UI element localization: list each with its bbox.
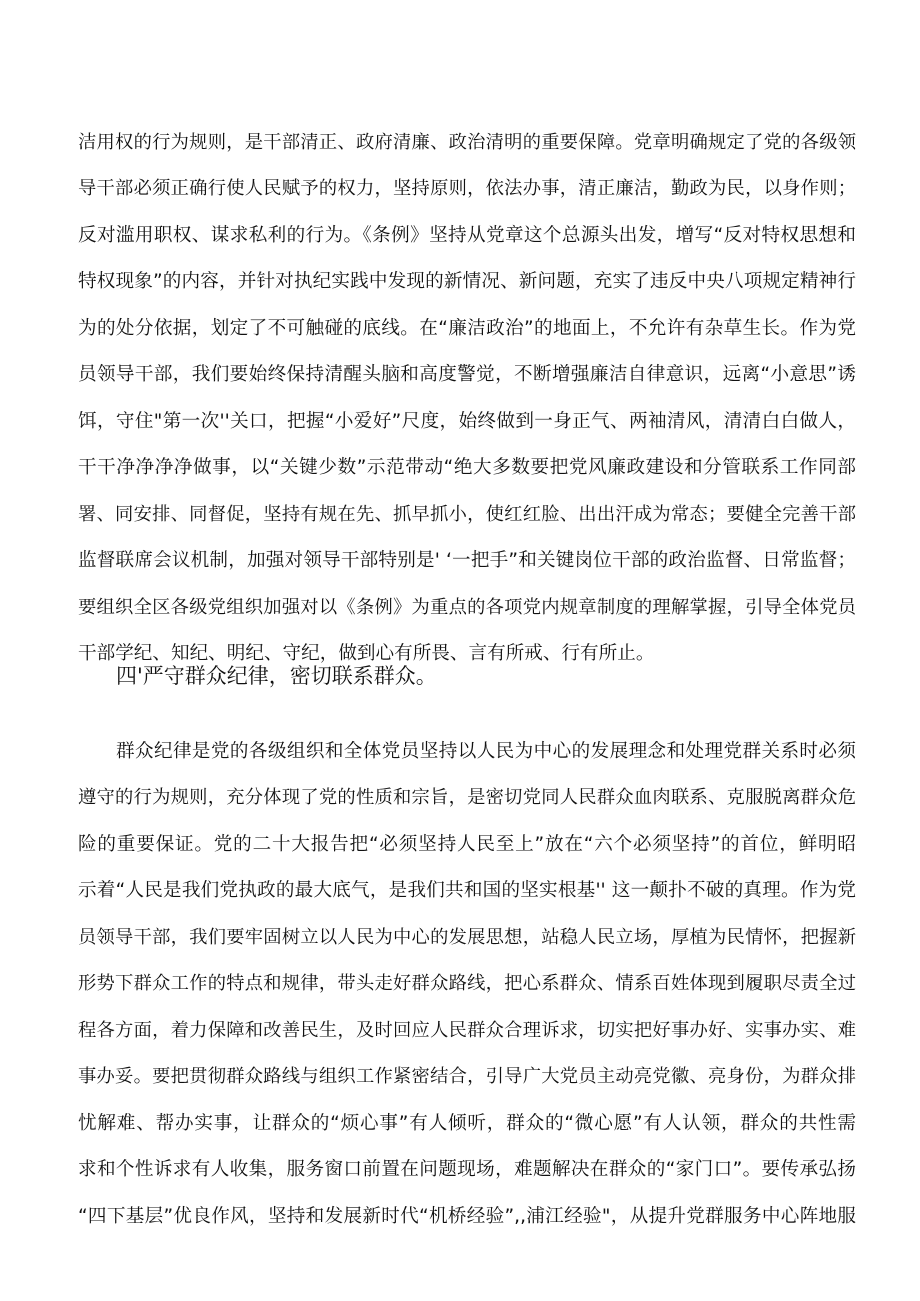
paragraph-2-line: 示着“人民是我们党执政的最大底气，是我们共和国的坚实根基'' 这一颠扑不破的真理。作为党 bbox=[78, 880, 856, 901]
paragraph-2-line: 求和个性诉求有人收集，服务窗口前置在问题现场，难题解决在群众的“家门口”。要传承弘扬 bbox=[78, 1159, 856, 1180]
paragraph-1-line: 员领导干部，我们要始终保持清醒头脑和高度警觉，不断增强廉洁自律意识，远离“小意思”诱 bbox=[78, 364, 856, 385]
paragraph-2-line: 程各方面，着力保障和改善民生，及时回应人民群众合理诉求，切实把好事办好、实事办实、难 bbox=[78, 1020, 856, 1041]
paragraph-2-line: 忧解难、帮办实事，让群众的“烦心事”有人倾听，群众的“微心愿”有人认领，群众的共性需 bbox=[78, 1113, 856, 1134]
paragraph-1-line: 为的处分依据，划定了不可触碰的底线。在“廉洁政治”的地面上，不允许有杂草生长。作为党 bbox=[78, 318, 856, 339]
paragraph-1-line: 干部学纪、知纪、明纪、守纪，做到心有所畏、言有所戒、行有所止。 bbox=[78, 643, 655, 664]
paragraph-2-line: 遵守的行为规则，充分体现了党的性质和宗旨，是密切党同人民群众血肉联系、克服脱离群众危 bbox=[78, 787, 856, 808]
paragraph-1-line: 洁用权的行为规则，是干部清正、政府清廉、政治清明的重要保障。党章明确规定了党的各级领 bbox=[78, 132, 856, 153]
paragraph-2-line: 形势下群众工作的特点和规律，带头走好群众路线，把心系群众、情系百姓体现到履职尽责全过 bbox=[78, 973, 856, 994]
paragraph-1-line: 特权现象”的内容，并针对执纪实践中发现的新情况、新问题，充实了违反中央八项规定精神行 bbox=[78, 271, 856, 292]
paragraph-1-line: 署、同安排、同督促，坚持有规在先、抓早抓小，使红红脸、出出汗成为常态；要健全完善干部 bbox=[78, 504, 856, 525]
paragraph-1-line: 干干净净净净做事，以“关键少数”示范带动“绝大多数要把党风廉政建设和分管联系工作同部 bbox=[78, 457, 856, 478]
paragraph-2-line: 事办妥。要把贯彻群众路线与组织工作紧密结合，引导广大党员主动亮党徽、亮身份，为群众排 bbox=[78, 1066, 856, 1087]
paragraph-2-line: 险的重要保证。党的二十大报告把“必须坚持人民至上”放在“六个必须坚持”的首位，鲜明昭 bbox=[78, 834, 856, 855]
paragraph-1-line: 饵，守住"第一次''关口，把握“小爱好”尺度，始终做到一身正气、两袖清风，清清白白做人， bbox=[78, 411, 856, 432]
paragraph-2-line: 群众纪律是党的各级组织和全体党员坚持以人民为中心的发展理念和处理党群关系时必须 bbox=[116, 741, 856, 762]
paragraph-2-line: “四下基层”优良作风，坚持和发展新时代“机桥经验”,,浦江经验"，从提升党群服务中心阵地服 bbox=[78, 1206, 856, 1227]
paragraph-1-line: 导干部必须正确行使人民赋予的权力，坚持原则，依法办事，清正廉洁，勤政为民，以身作则； bbox=[78, 178, 856, 199]
paragraph-1-line: 要组织全区各级党组织加强对以《条例》为重点的各项党内规章制度的理解掌握，引导全体党员 bbox=[78, 597, 856, 618]
section-heading: 四'严守群众纪律，密切联系群众。 bbox=[116, 664, 437, 688]
paragraph-2-line: 员领导干部，我们要牢固树立以人民为中心的发展思想，站稳人民立场，厚植为民情怀，把握新 bbox=[78, 927, 856, 948]
paragraph-1-line: 监督联席会议机制，加强对领导干部特别是' ‘一把手”和关键岗位干部的政治监督、日常监督； bbox=[78, 550, 856, 571]
paragraph-1-line: 反对滥用职权、谋求私利的行为。《条例》坚持从党章这个总源头出发，增写“反对特权思想和 bbox=[78, 225, 856, 246]
